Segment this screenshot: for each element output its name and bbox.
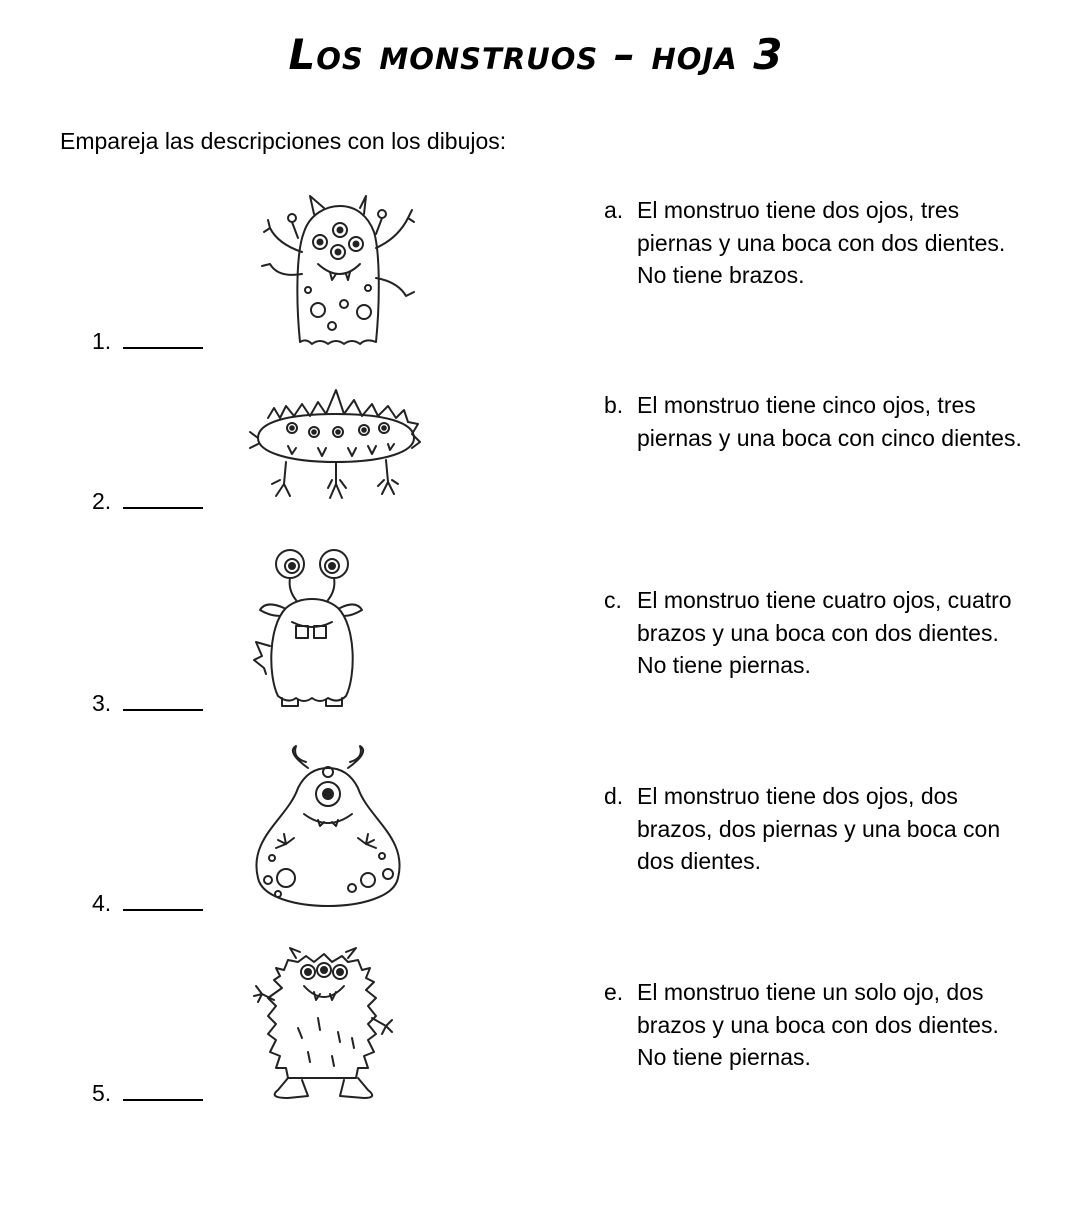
description-text: El monstruo tiene dos ojos, tres piernas y una boca con dos dientes. No tiene brazos. <box>637 197 1006 288</box>
description-letter: e. <box>604 979 624 1005</box>
description-b <box>604 389 1024 454</box>
item-number: 2. <box>92 488 112 514</box>
answer-item-5 <box>92 1080 203 1107</box>
description-letter: b. <box>604 392 624 418</box>
answer-item-1 <box>92 328 203 355</box>
worksheet-title: Los monstruos – hoja 3 <box>288 30 784 79</box>
instructions: Empareja las descripciones con los dibujos: <box>60 128 507 154</box>
item-number: 3. <box>92 690 112 716</box>
item-number: 1. <box>92 328 112 354</box>
answer-blank[interactable] <box>123 1081 203 1101</box>
answer-blank[interactable] <box>123 329 203 349</box>
monster-two-stalk-eyes-icon <box>248 546 368 710</box>
item-number: 5. <box>92 1080 112 1106</box>
item-number: 4. <box>92 890 112 916</box>
description-letter: d. <box>604 783 624 809</box>
description-d <box>604 780 1024 878</box>
answer-item-3 <box>92 690 203 717</box>
description-text: El monstruo tiene dos ojos, dos brazos, dos piernas y una boca con dos dientes. <box>637 783 1001 874</box>
answer-blank[interactable] <box>123 489 203 509</box>
monster-five-eyes-four-arms-icon <box>248 192 428 352</box>
description-text: El monstruo tiene cuatro ojos, cuatro brazos y una boca con dos dientes. No tiene piernas. <box>637 587 1012 678</box>
description-letter: c. <box>604 587 622 613</box>
description-e <box>604 976 1024 1074</box>
description-a <box>604 194 1024 292</box>
description-letter: a. <box>604 197 624 223</box>
answer-blank[interactable] <box>123 691 203 711</box>
answer-item-2 <box>92 488 203 515</box>
answer-item-4 <box>92 890 203 917</box>
description-text: El monstruo tiene un solo ojo, dos brazos y una boca con dos dientes. No tiene piernas. <box>637 979 999 1070</box>
answer-blank[interactable] <box>123 891 203 911</box>
monster-one-eye-no-legs-icon <box>248 748 408 912</box>
description-c <box>604 584 1024 682</box>
description-text: El monstruo tiene cinco ojos, tres piernas y una boca con cinco dientes. <box>637 392 1022 451</box>
monster-five-eyes-three-legs-icon <box>248 388 423 508</box>
monster-furry-three-eyes-icon <box>248 948 398 1104</box>
